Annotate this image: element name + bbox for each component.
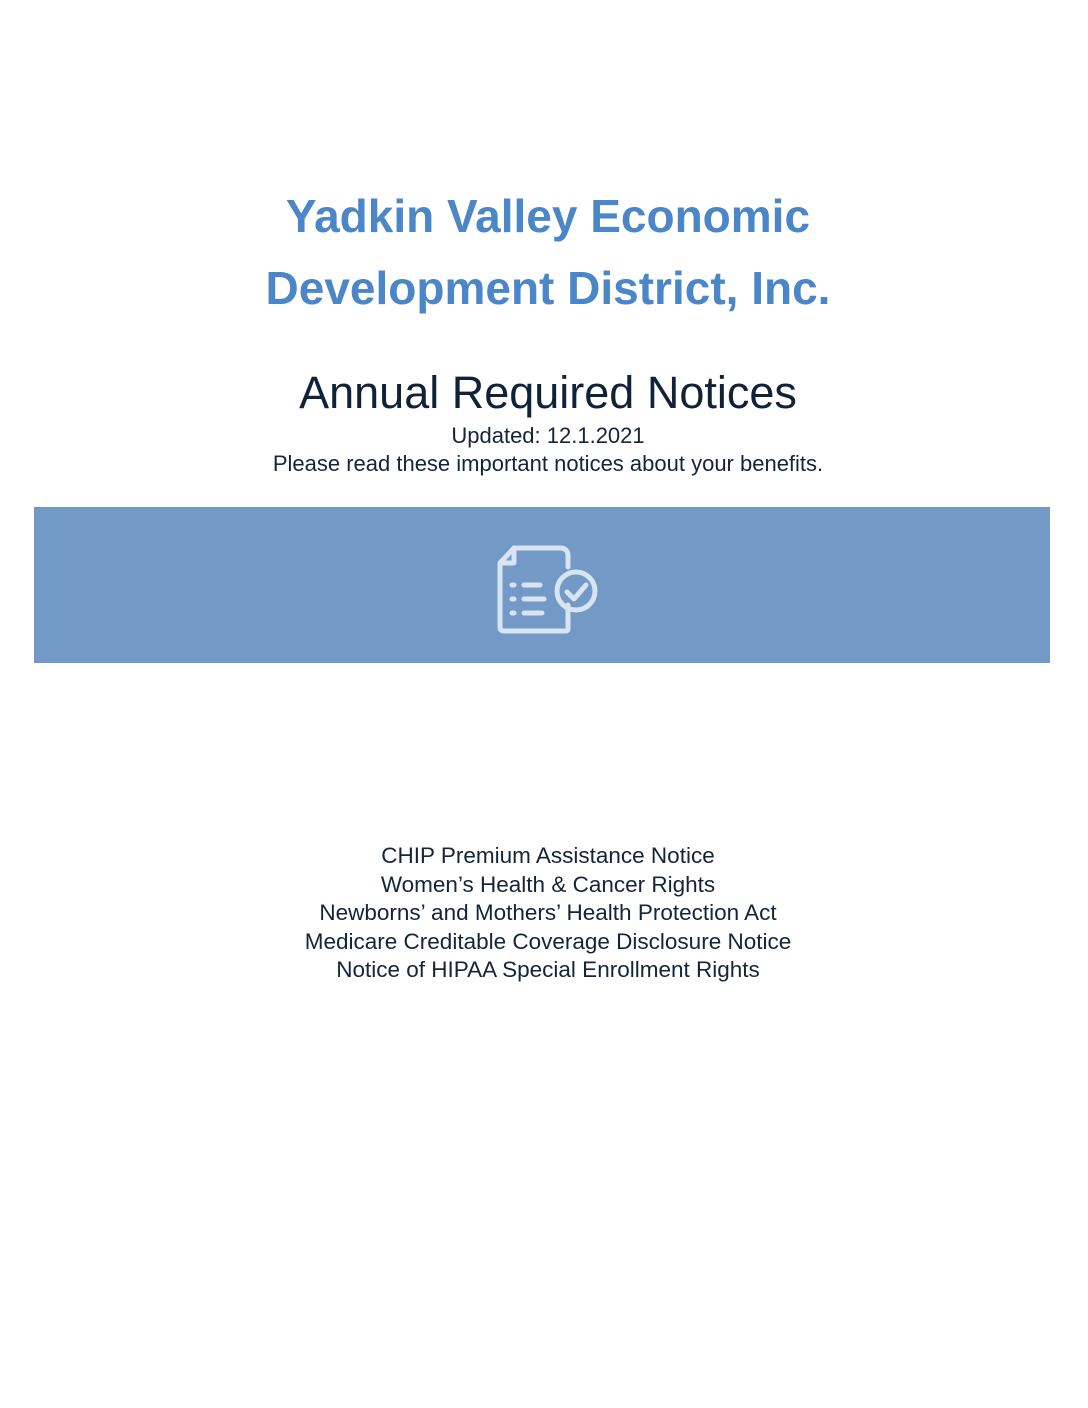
notice-item: Newborns’ and Mothers’ Health Protection Act: [319, 900, 777, 926]
header-banner: [34, 507, 1050, 663]
notice-list: [0, 842, 1088, 985]
organization-name-line-2: Development District, Inc.: [265, 262, 831, 314]
updated-date: Updated: 12.1.2021: [451, 423, 645, 448]
notice-item: Notice of HIPAA Special Enrollment Rights: [336, 957, 760, 983]
document-title: Annual Required Notices: [299, 367, 797, 418]
organization-name-line-1: Yadkin Valley Economic: [285, 190, 811, 242]
notice-item: CHIP Premium Assistance Notice: [381, 843, 715, 868]
notice-item: Medicare Creditable Coverage Disclosure Notice: [304, 928, 792, 954]
document-checklist-icon: [496, 543, 604, 635]
notice-item: Women’s Health & Cancer Rights: [380, 871, 716, 897]
intro-text: Please read these important notices about your benefits.: [272, 451, 824, 476]
